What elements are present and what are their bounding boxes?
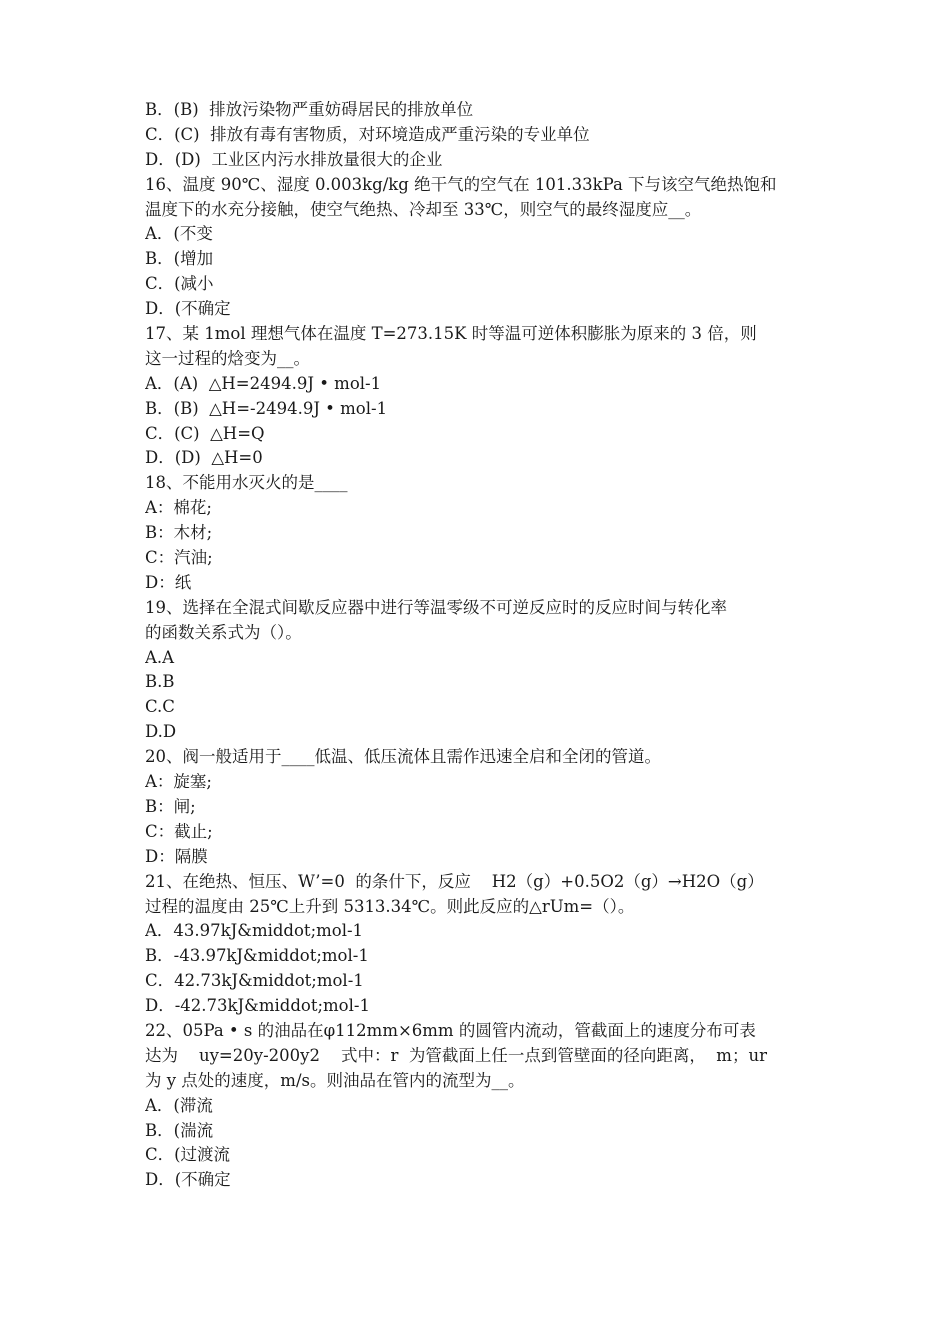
question-17-text: 这一过程的焓变为__。 — [145, 348, 310, 368]
option-line: B．(湍流 — [145, 1120, 214, 1140]
option-line: A．(不变 — [145, 224, 213, 244]
option-line: A．43.97kJ&middot;mol-1 — [145, 921, 364, 941]
option-line: B．(B) 排放污染物严重妨碍居民的排放单位 — [145, 100, 474, 119]
question-19-text: 的函数关系式为（）。 — [145, 622, 302, 642]
question-16-text: 16、温度 90℃、湿度 0.003kg/kg 绝干气的空气在 101.33kPa 下与该空气绝热饱和 — [145, 174, 777, 194]
option-line: A．(A) △H=2494.9J • mol-1 — [145, 373, 382, 393]
option-line: A：棉花; — [145, 498, 212, 518]
option-line: B.B — [145, 672, 175, 692]
option-line: C．(C) 排放有毒有害物质，对环境造成严重污染的专业单位 — [145, 124, 590, 144]
option-line: D.D — [145, 722, 177, 742]
option-line: B：木材; — [145, 523, 213, 543]
document-body — [145, 98, 815, 1193]
option-line: D．(D) △H=0 — [145, 448, 263, 468]
option-line: C：汽油; — [145, 548, 213, 568]
option-line: D．-42.73kJ&middot;mol-1 — [145, 996, 370, 1016]
option-line: A．(滞流 — [145, 1095, 213, 1115]
question-22-text: 达为 uy=20y-200y2 式中：r 为管截面上任一点到管壁面的径向距离， m；ur — [145, 1045, 767, 1065]
option-line: C．(减小 — [145, 274, 214, 294]
option-line: B．(增加 — [145, 249, 214, 269]
option-line: D：隔膜 — [145, 846, 208, 866]
question-22-text: 为 y 点处的速度，m/s。则油品在管内的流型为__。 — [145, 1070, 525, 1090]
option-line: D．(不确定 — [145, 1170, 231, 1190]
option-line: B．-43.97kJ&middot;mol-1 — [145, 946, 369, 966]
question-18-text: 18、不能用水灭火的是____ — [145, 473, 348, 493]
question-21-text: 过程的温度由 25℃上升到 5313.34℃。则此反应的△rUm=（）。 — [145, 896, 635, 916]
question-22-text: 22、05Pa • s 的油品在φ112mm×6mm 的圆管内流动，管截面上的速度分布可表 — [145, 1020, 756, 1040]
option-line: A：旋塞; — [145, 772, 212, 792]
question-19-text: 19、选择在全混式间歇反应器中进行等温零级不可逆反应时的反应时间与转化率 — [145, 597, 727, 617]
option-line: A.A — [145, 647, 175, 667]
question-21-text: 21、在绝热、恒压、W’=0 的条什下，反应 H2（g）+0.5O2（g）→H2O（g） — [145, 871, 764, 891]
question-17-text: 17、某 1mol 理想气体在温度 T=273.15K 时等温可逆体积膨胀为原来的 3 倍，则 — [145, 324, 757, 344]
question-20-text: 20、阀一般适用于____低温、低压流体且需作迅速全启和全闭的管道。 — [145, 747, 661, 767]
option-line: B．(B) △H=-2494.9J • mol-1 — [145, 398, 388, 418]
option-line: C．(C) △H=Q — [145, 423, 265, 443]
option-line: C.C — [145, 697, 175, 717]
option-line: B：闸; — [145, 796, 196, 816]
option-line: C．(过渡流 — [145, 1145, 231, 1165]
option-line: C：截止; — [145, 821, 213, 841]
option-line: D．(D) 工业区内污水排放量很大的企业 — [145, 149, 443, 169]
option-line: C．42.73kJ&middot;mol-1 — [145, 971, 364, 991]
option-line: D．(不确定 — [145, 299, 231, 319]
question-16-text: 温度下的水充分接触，使空气绝热、冷却至 33℃，则空气的最终湿度应__。 — [145, 199, 702, 219]
option-line: D：纸 — [145, 572, 192, 592]
